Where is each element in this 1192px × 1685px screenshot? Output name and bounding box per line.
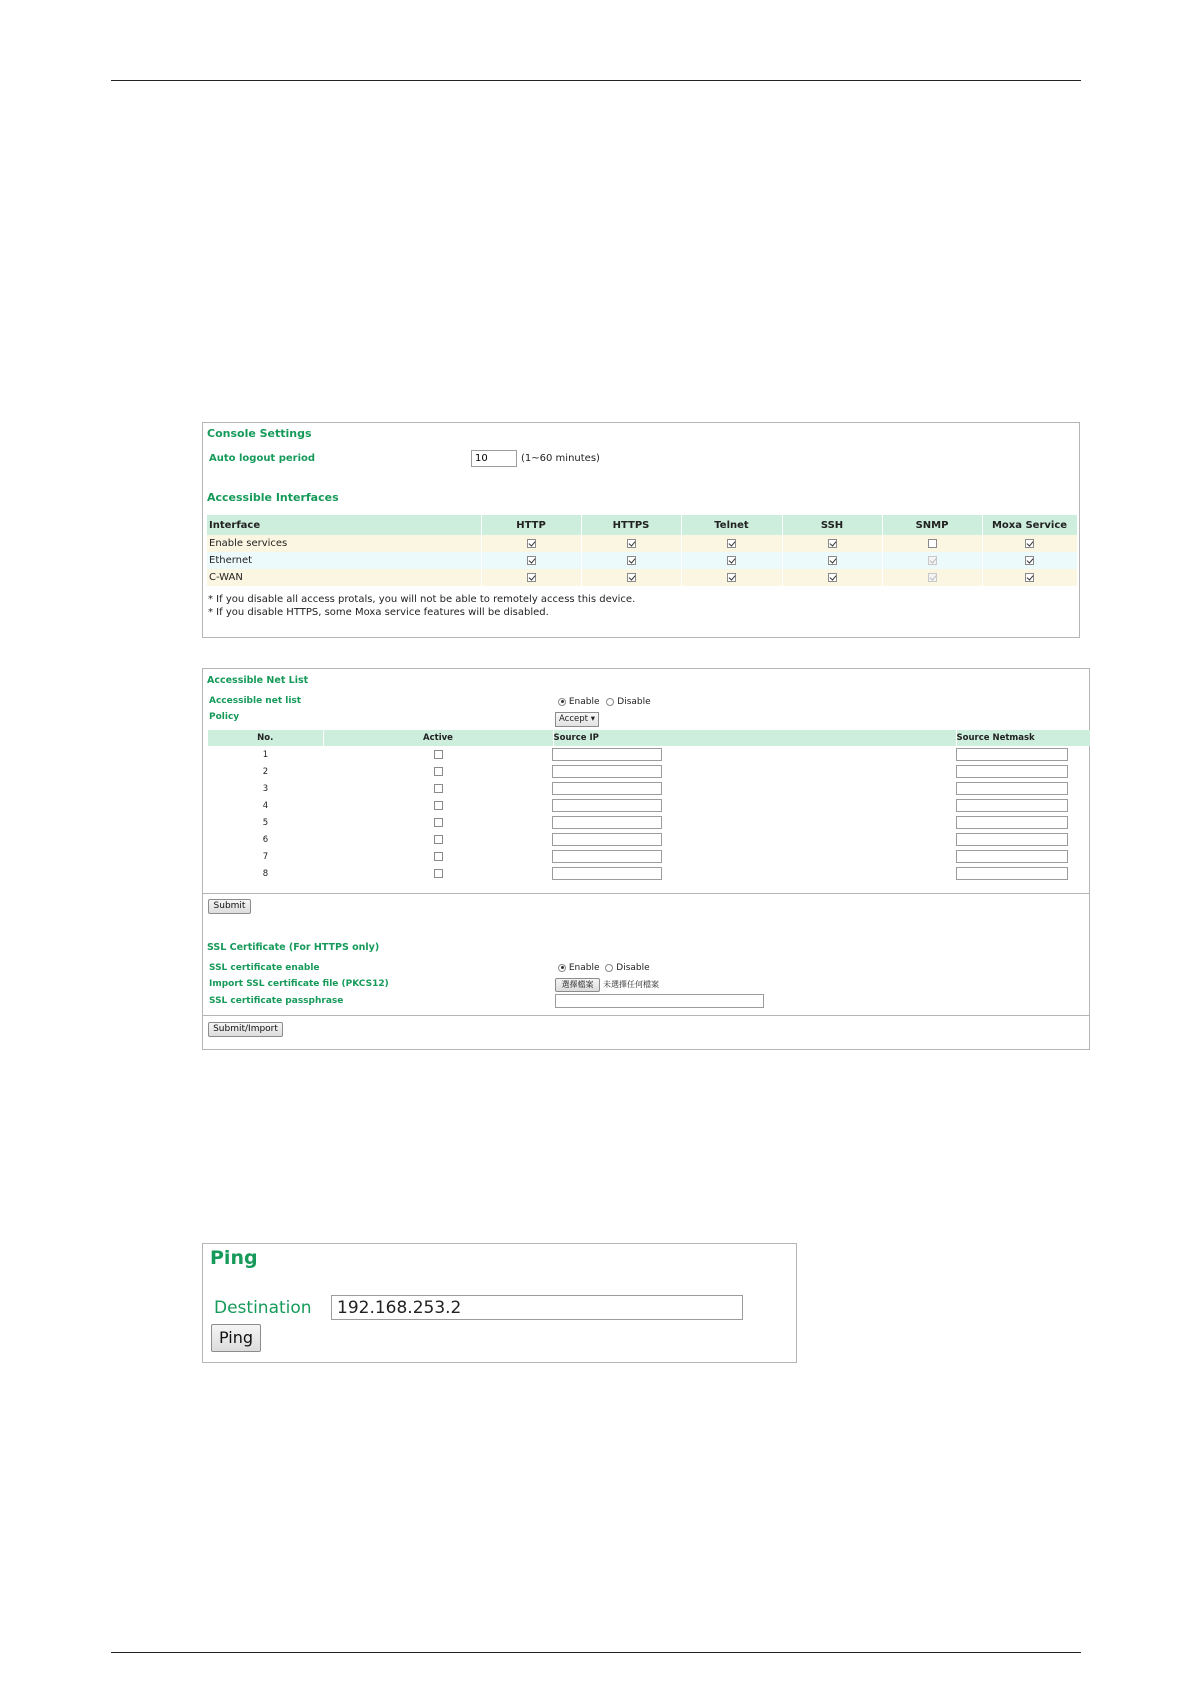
no-file-text: 未選擇任何檔案: [603, 980, 659, 989]
interfaces-table: [207, 515, 1078, 586]
col-snmp: SNMP: [882, 515, 982, 535]
choose-file-button[interactable]: 選擇檔案: [555, 978, 600, 992]
auto-logout-label: Auto logout period: [209, 453, 316, 464]
table-row: [207, 569, 1077, 586]
ethernet-http-checkbox[interactable]: [527, 556, 536, 565]
source-netmask-input[interactable]: [956, 816, 1068, 829]
auto-logout-input[interactable]: [471, 450, 517, 467]
table-row: [207, 535, 1077, 552]
row-number: 3: [262, 783, 269, 794]
net-list-panel: [202, 668, 1090, 1050]
net-list-submit-button[interactable]: Submit: [208, 899, 251, 914]
policy-select[interactable]: [555, 712, 599, 727]
net-list-options: [558, 697, 651, 707]
source-ip-input[interactable]: [552, 850, 662, 863]
active-checkbox[interactable]: [434, 869, 443, 878]
interfaces-header-row: [207, 515, 1077, 535]
ssl-enable-opt-label: Enable: [568, 963, 600, 973]
enable-http-checkbox[interactable]: [527, 539, 536, 548]
net-list-enable-radio[interactable]: [558, 698, 566, 706]
table-row: [208, 746, 1090, 763]
interfaces-note-1: * If you disable all access protals, you will not be able to remotely access this device.: [208, 594, 636, 605]
source-ip-input[interactable]: [552, 765, 662, 778]
ssl-title: SSL Certificate (For HTTPS only): [207, 942, 380, 953]
net-list-header-row: [208, 730, 1090, 746]
ssl-import-label: Import SSL certificate file (PKCS12): [209, 979, 389, 989]
source-ip-input[interactable]: [552, 867, 662, 880]
source-ip-input[interactable]: [552, 748, 662, 761]
ping-panel: [202, 1243, 797, 1363]
col-source-netmask: Source Netmask: [956, 730, 1090, 746]
ssl-submit-import-button[interactable]: Submit/Import: [208, 1022, 283, 1037]
net-list-label: Accessible net list: [209, 696, 302, 706]
source-netmask-input[interactable]: [956, 748, 1068, 761]
interfaces-note-2: * If you disable HTTPS, some Moxa service features will be disabled.: [208, 607, 549, 618]
row-number: 7: [262, 851, 269, 862]
interface-name: C-WAN: [207, 569, 481, 586]
policy-label: Policy: [209, 712, 240, 722]
col-interface: Interface: [207, 515, 481, 535]
source-ip-input[interactable]: [552, 799, 662, 812]
ethernet-telnet-checkbox[interactable]: [727, 556, 736, 565]
active-checkbox[interactable]: [434, 784, 443, 793]
cwan-telnet-checkbox[interactable]: [727, 573, 736, 582]
source-ip-input[interactable]: [552, 782, 662, 795]
enable-telnet-checkbox[interactable]: [727, 539, 736, 548]
enable-snmp-checkbox[interactable]: [928, 539, 937, 548]
divider: [203, 893, 1089, 894]
console-settings-title: Console Settings: [207, 427, 312, 440]
page-header-rule: [111, 80, 1081, 81]
console-settings-panel: [202, 422, 1080, 638]
table-row: [208, 848, 1090, 865]
row-number: 6: [262, 834, 269, 845]
source-netmask-input[interactable]: [956, 867, 1068, 880]
interface-name: Ethernet: [207, 552, 481, 569]
col-http: HTTP: [481, 515, 581, 535]
page-footer-rule: [111, 1652, 1081, 1653]
table-row: [208, 814, 1090, 831]
cwan-moxa-checkbox[interactable]: [1025, 573, 1034, 582]
net-list-title: Accessible Net List: [207, 675, 309, 686]
enable-moxa-checkbox[interactable]: [1025, 539, 1034, 548]
table-row: [208, 763, 1090, 780]
table-row: [208, 797, 1090, 814]
ssl-disable-radio[interactable]: [605, 964, 613, 972]
ssl-passphrase-input[interactable]: [555, 994, 764, 1008]
policy-select-value: Accept: [559, 714, 588, 724]
enable-ssh-checkbox[interactable]: [828, 539, 837, 548]
col-telnet: Telnet: [681, 515, 782, 535]
active-checkbox[interactable]: [434, 750, 443, 759]
source-netmask-input[interactable]: [956, 833, 1068, 846]
table-row: [208, 780, 1090, 797]
ethernet-moxa-checkbox[interactable]: [1025, 556, 1034, 565]
active-checkbox[interactable]: [434, 835, 443, 844]
net-list-enable-label: Enable: [568, 697, 600, 707]
destination-input[interactable]: [331, 1295, 743, 1320]
table-row: [208, 831, 1090, 848]
source-netmask-input[interactable]: [956, 850, 1068, 863]
chevron-down-icon: ▾: [590, 714, 595, 724]
net-list-disable-radio[interactable]: [606, 698, 614, 706]
source-ip-input[interactable]: [552, 816, 662, 829]
source-netmask-input[interactable]: [956, 782, 1068, 795]
net-list-table: [208, 730, 1091, 882]
row-number: 4: [262, 800, 269, 811]
ssl-enable-options: [558, 963, 650, 973]
destination-label: Destination: [214, 1298, 312, 1318]
row-number: 1: [262, 749, 269, 760]
row-number: 2: [262, 766, 269, 777]
active-checkbox[interactable]: [434, 818, 443, 827]
ping-button[interactable]: Ping: [211, 1324, 261, 1352]
col-moxa-service: Moxa Service: [982, 515, 1077, 535]
row-number: 8: [262, 868, 269, 879]
ethernet-https-checkbox[interactable]: [627, 556, 636, 565]
ssl-disable-opt-label: Disable: [616, 963, 650, 973]
col-active: Active: [323, 730, 553, 746]
enable-https-checkbox[interactable]: [627, 539, 636, 548]
row-number: 5: [262, 817, 269, 828]
divider: [203, 1015, 1089, 1016]
ssl-enable-radio[interactable]: [558, 964, 566, 972]
auto-logout-hint: (1~60 minutes): [521, 453, 600, 464]
source-netmask-input[interactable]: [956, 765, 1068, 778]
interface-name: Enable services: [207, 535, 481, 552]
col-no: No.: [208, 730, 323, 746]
cwan-ssh-checkbox[interactable]: [828, 573, 837, 582]
table-row: [207, 552, 1077, 569]
active-checkbox[interactable]: [434, 801, 443, 810]
ethernet-snmp-checkbox: [928, 556, 937, 565]
cwan-https-checkbox[interactable]: [627, 573, 636, 582]
active-checkbox[interactable]: [434, 852, 443, 861]
ping-title: Ping: [210, 1247, 258, 1269]
ssl-passphrase-label: SSL certificate passphrase: [209, 996, 344, 1006]
cwan-snmp-checkbox: [928, 573, 937, 582]
net-list-disable-label: Disable: [617, 697, 651, 707]
accessible-interfaces-title: Accessible Interfaces: [207, 491, 339, 504]
ssl-enable-label: SSL certificate enable: [209, 963, 320, 973]
cwan-http-checkbox[interactable]: [527, 573, 536, 582]
col-https: HTTPS: [581, 515, 681, 535]
table-row: [208, 865, 1090, 882]
col-source-ip: Source IP: [553, 730, 956, 746]
source-ip-input[interactable]: [552, 833, 662, 846]
ethernet-ssh-checkbox[interactable]: [828, 556, 837, 565]
active-checkbox[interactable]: [434, 767, 443, 776]
col-ssh: SSH: [782, 515, 882, 535]
source-netmask-input[interactable]: [956, 799, 1068, 812]
